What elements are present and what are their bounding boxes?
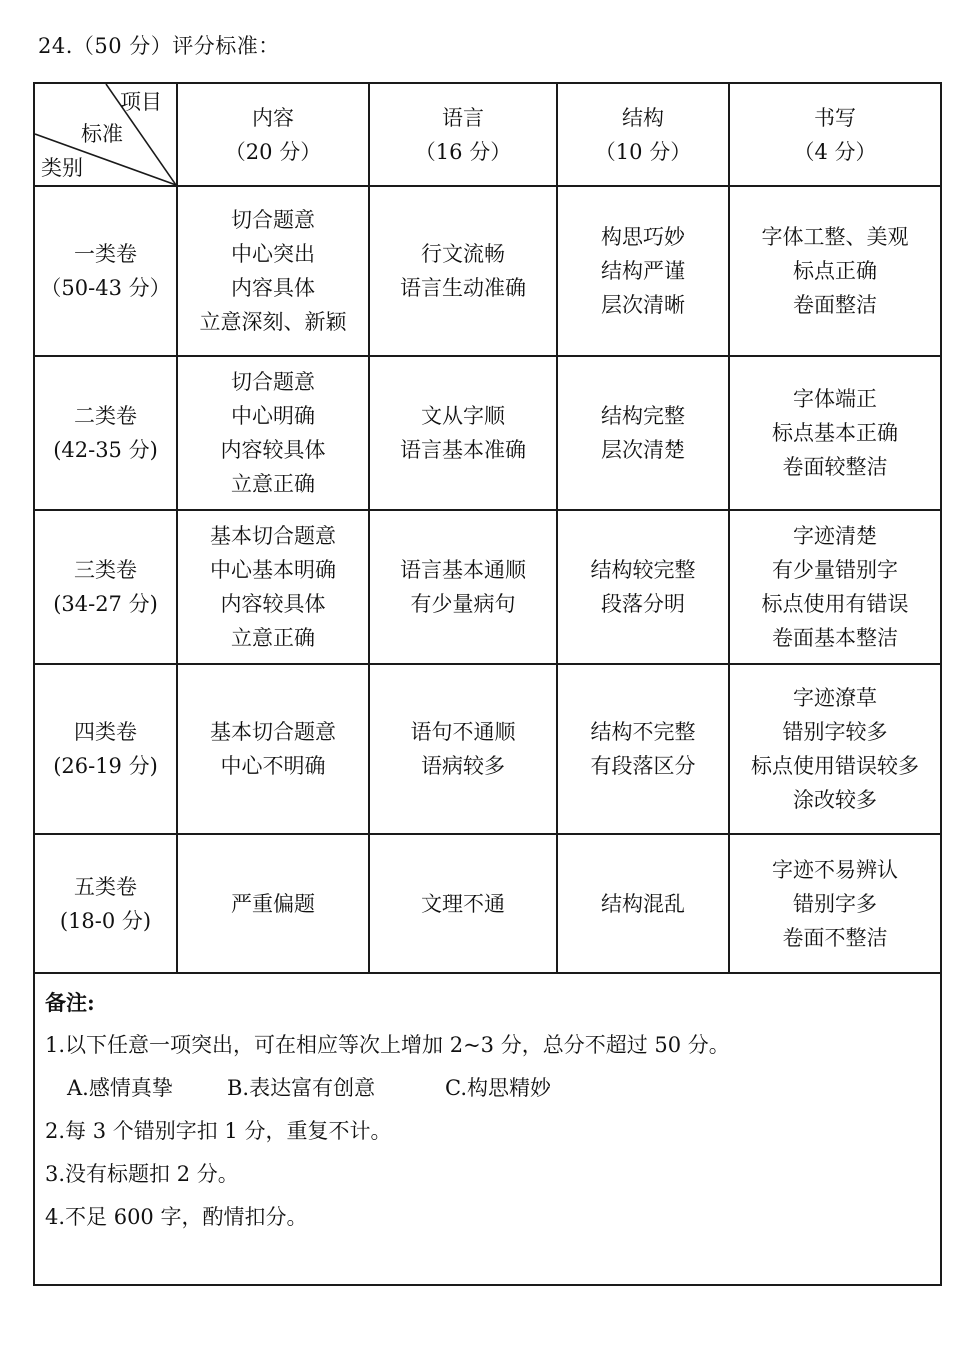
criterion-line: 卷面不整洁: [782, 925, 888, 950]
criterion-line: 有少量错别字: [772, 558, 898, 582]
page-heading: 24.（50 分）评分标准：: [38, 34, 280, 58]
writing-cell: [729, 186, 941, 356]
criterion-line: 中心基本明确: [210, 558, 336, 582]
category-cell: [34, 664, 177, 834]
criterion-line: 基本切合题意: [210, 720, 336, 744]
structure-cell: [557, 510, 729, 664]
scoring-rubric-table: [33, 82, 942, 1286]
column-header-content: [177, 83, 369, 186]
writing-cell: [729, 356, 941, 510]
column-name: 结构: [622, 105, 664, 130]
criterion-line: 构思巧妙: [601, 225, 685, 249]
criterion-line: 层次清晰: [601, 293, 685, 317]
criterion-line: 中心明确: [231, 404, 315, 428]
criterion-line: 内容具体: [231, 276, 315, 300]
criterion-line: 卷面基本整洁: [772, 626, 898, 650]
writing-cell: [729, 834, 941, 973]
criterion-line: 结构完整: [601, 404, 685, 428]
criterion-line: 内容较具体: [220, 592, 326, 616]
content-cell: [177, 834, 369, 973]
criterion-line: 结构不完整: [590, 720, 696, 744]
note-4: 4.不足 600 字，酌情扣分。: [45, 1205, 308, 1229]
category-name: 四类卷: [74, 720, 137, 744]
criterion-line: 行文流畅: [421, 242, 505, 266]
bonus-options: [45, 1073, 940, 1103]
column-name: 内容: [252, 105, 294, 130]
table-row: [34, 186, 941, 356]
column-score: （10 分）: [594, 139, 692, 164]
category-cell: [34, 834, 177, 973]
corner-label-standard: 标准: [81, 122, 123, 146]
criterion-line: 切合题意: [231, 208, 315, 232]
content-cell: [177, 664, 369, 834]
content-cell: [177, 186, 369, 356]
option-c: C.构思精妙: [445, 1076, 551, 1100]
language-cell: [369, 834, 557, 973]
score-range: (18-0 分): [59, 908, 152, 933]
corner-label-category: 类别: [41, 156, 83, 180]
criterion-line: 文从字顺: [421, 404, 505, 428]
criterion-line: 错别字多: [793, 891, 877, 916]
table-row: [34, 510, 941, 664]
criterion-line: 语句不通顺: [410, 720, 516, 744]
criterion-line: 字迹清楚: [793, 524, 877, 548]
category-cell: [34, 510, 177, 664]
criterion-line: 文理不通: [421, 891, 505, 916]
category-name: 三类卷: [74, 558, 137, 582]
criterion-line: 错别字较多: [782, 720, 888, 744]
column-header-writing: [729, 83, 941, 186]
criterion-line: 立意正确: [231, 472, 315, 496]
score-range: (26-19 分): [53, 754, 158, 778]
table-row: [34, 664, 941, 834]
criterion-line: 立意正确: [231, 626, 315, 650]
column-score: （20 分）: [224, 139, 322, 164]
structure-cell: [557, 834, 729, 973]
writing-cell: [729, 664, 941, 834]
criterion-line: 内容较具体: [220, 438, 326, 462]
content-cell: [177, 510, 369, 664]
criterion-line: 语言基本准确: [400, 438, 526, 462]
column-name: 书写: [814, 105, 856, 130]
criterion-line: 卷面整洁: [793, 293, 877, 317]
column-name: 语言: [442, 105, 484, 130]
criterion-line: 层次清楚: [601, 438, 685, 462]
score-range: (34-27 分): [53, 592, 158, 616]
structure-cell: [557, 186, 729, 356]
criterion-line: 切合题意: [231, 370, 315, 394]
criterion-line: 严重偏题: [231, 891, 315, 916]
corner-label-item: 项目: [120, 90, 162, 114]
category-name: 二类卷: [74, 404, 137, 428]
criterion-line: 语病较多: [421, 754, 505, 778]
table-row: [34, 834, 941, 973]
language-cell: [369, 356, 557, 510]
structure-cell: [557, 664, 729, 834]
criterion-line: 字体工整、美观: [761, 225, 909, 249]
structure-cell: [557, 356, 729, 510]
category-cell: [34, 186, 177, 356]
criterion-line: 标点使用有错误: [761, 592, 909, 616]
table-header-row: [34, 83, 941, 186]
criterion-line: 中心突出: [231, 242, 315, 266]
category-cell: [34, 356, 177, 510]
diagonal-header-cell: [34, 83, 177, 186]
criterion-line: 有段落区分: [590, 754, 696, 778]
criterion-line: 结构严谨: [601, 259, 685, 283]
criterion-line: 中心不明确: [220, 754, 326, 778]
criterion-line: 卷面较整洁: [782, 455, 888, 479]
note-2: 2.每 3 个错别字扣 1 分，重复不计。: [45, 1119, 392, 1143]
criterion-line: 字迹不易辨认: [772, 857, 898, 882]
criterion-line: 段落分明: [601, 592, 685, 616]
criterion-line: 有少量病句: [410, 592, 516, 616]
column-header-structure: [557, 83, 729, 186]
score-range: (42-35 分): [53, 438, 158, 462]
criterion-line: 基本切合题意: [210, 524, 336, 548]
writing-cell: [729, 510, 941, 664]
note-3: 3.没有标题扣 2 分。: [45, 1162, 239, 1186]
criterion-line: 涂改较多: [793, 788, 877, 812]
option-a: A.感情真挚: [67, 1076, 173, 1100]
score-range: （50-43 分）: [40, 276, 171, 300]
column-header-language: [369, 83, 557, 186]
notes-title: 备注:: [45, 990, 95, 1015]
criterion-line: 语言生动准确: [400, 276, 526, 300]
column-score: （4 分）: [793, 139, 877, 164]
notes-cell: [34, 973, 941, 1285]
category-name: 一类卷: [74, 242, 137, 266]
notes-row: [34, 973, 941, 1285]
note-1: 1.以下任意一项突出，可在相应等次上增加 2~3 分，总分不超过 50 分。: [45, 1033, 730, 1057]
criterion-line: 标点正确: [793, 259, 877, 283]
criterion-line: 标点基本正确: [772, 421, 898, 445]
criterion-line: 标点使用错误较多: [751, 754, 919, 778]
option-b: B.表达富有创意: [227, 1076, 376, 1100]
criterion-line: 结构混乱: [601, 891, 685, 916]
language-cell: [369, 664, 557, 834]
criterion-line: 字迹潦草: [793, 686, 877, 710]
language-cell: [369, 510, 557, 664]
category-name: 五类卷: [74, 874, 137, 899]
column-score: （16 分）: [414, 139, 512, 164]
criterion-line: 结构较完整: [590, 558, 696, 582]
criterion-line: 字体端正: [793, 387, 877, 411]
table-row: [34, 356, 941, 510]
language-cell: [369, 186, 557, 356]
content-cell: [177, 356, 369, 510]
criterion-line: 立意深刻、新颖: [199, 310, 347, 334]
criterion-line: 语言基本通顺: [400, 558, 526, 582]
